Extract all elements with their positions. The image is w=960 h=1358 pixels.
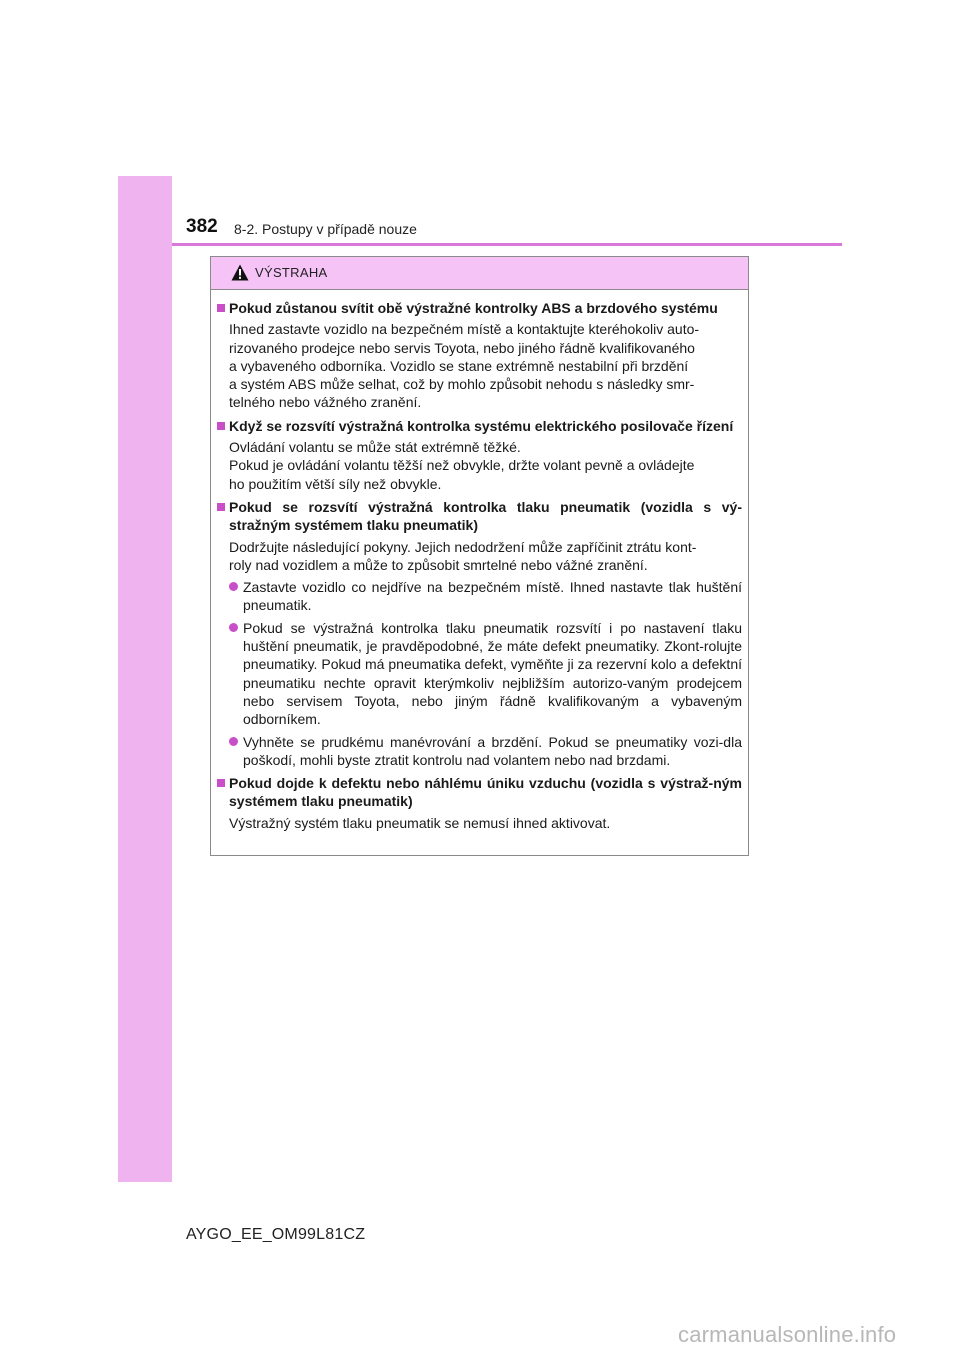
item-text: Ihned zastavte vozidlo na bezpečném místě a kontaktujte kteréhokoliv auto- rizovaného prodejce nebo servis Toyota, nebo jiného řádně kvalifikovaného a vybaveného odborníka. Vozidlo se stane extrémně nestabilní při brzdění a systém ABS může selhat, což by mohlo způsobit nehodu s následky smr- telného nebo vážného zranění.	[229, 321, 700, 411]
warning-item-abs	[217, 299, 742, 412]
watermark-text: carmanualsonline.info	[678, 1322, 897, 1347]
warning-item-tire-pressure	[217, 498, 742, 769]
list-item: Zastavte vozidlo co nejdříve na bezpečném místě. Ihned nastavte tlak huštění pneumatik.	[217, 578, 742, 615]
warning-title: VÝSTRAHA	[255, 265, 328, 280]
square-bullet-icon	[217, 304, 225, 312]
circle-bullet-icon	[229, 623, 238, 632]
chapter-sidebar-tab	[118, 176, 172, 1182]
section-title: 8-2. Postupy v případě nouze	[234, 221, 417, 237]
list-item: Pokud se výstražná kontrolka tlaku pneumatik rozsvítí i po nastavení tlaku huštění pneumatik, je pravděpodobné, že máte defekt pneumatiky. Zkont-rolujte pneumatiky. Pokud má pneumatika defekt, vyměňte ji za rezervní kolo a defektní pneumatiku nechte opravit kterýmkoliv nejbližším autorizo-vaným prodejcem nebo servisem Toyota, nebo jiným řádně kvalifikovaným a vybaveným odborníkem.	[217, 619, 742, 729]
page-number: 382	[186, 216, 218, 237]
warning-box	[210, 256, 749, 856]
warning-header	[211, 257, 748, 290]
document-code: AYGO_EE_OM99L81CZ	[186, 1226, 366, 1243]
warning-body	[211, 290, 748, 832]
square-bullet-icon	[217, 503, 225, 511]
warning-triangle-icon	[231, 264, 249, 281]
warning-item-power-steering	[217, 417, 742, 493]
item-heading: Pokud dojde k defektu nebo náhlému úniku vzduchu (vozidla s výstraž-ným systémem tlaku pneumatik)	[229, 775, 742, 810]
item-text: Dodržujte následující pokyny. Jejich nedodržení může zapříčinit ztrátu kont- roly nad vozidlem a může to způsobit smrtelné nebo vážné zranění.	[229, 538, 697, 573]
item-heading: Pokud se rozsvítí výstražná kontrolka tlaku pneumatik (vozidla s vý-stražným systémem tlaku pneumatik)	[229, 498, 742, 534]
item-text: Výstražný systém tlaku pneumatik se nemusí ihned aktivovat.	[229, 814, 611, 831]
item-heading: Pokud zůstanou svítit obě výstražné kontrolky ABS a brzdového systému	[229, 300, 718, 316]
item-heading: Když se rozsvítí výstražná kontrolka systému elektrického posilovače řízení	[229, 417, 734, 434]
item-text: Ovládání volantu se může stát extrémně těžké. Pokud je ovládání volantu těžší než obvykle, držte volant pevně a ovládejte ho použitím větší síly než obvykle.	[229, 439, 695, 492]
warning-item-flat-tire	[217, 774, 742, 832]
square-bullet-icon	[217, 422, 225, 430]
square-bullet-icon	[217, 779, 225, 787]
circle-bullet-icon	[229, 582, 238, 591]
circle-bullet-icon	[229, 737, 238, 746]
list-item: Vyhněte se prudkému manévrování a brzdění. Pokud se pneumatiky vozi-dla poškodí, mohli byste ztratit kontrolu nad volantem nebo nad brzdami.	[217, 733, 742, 770]
header-rule	[172, 243, 842, 246]
